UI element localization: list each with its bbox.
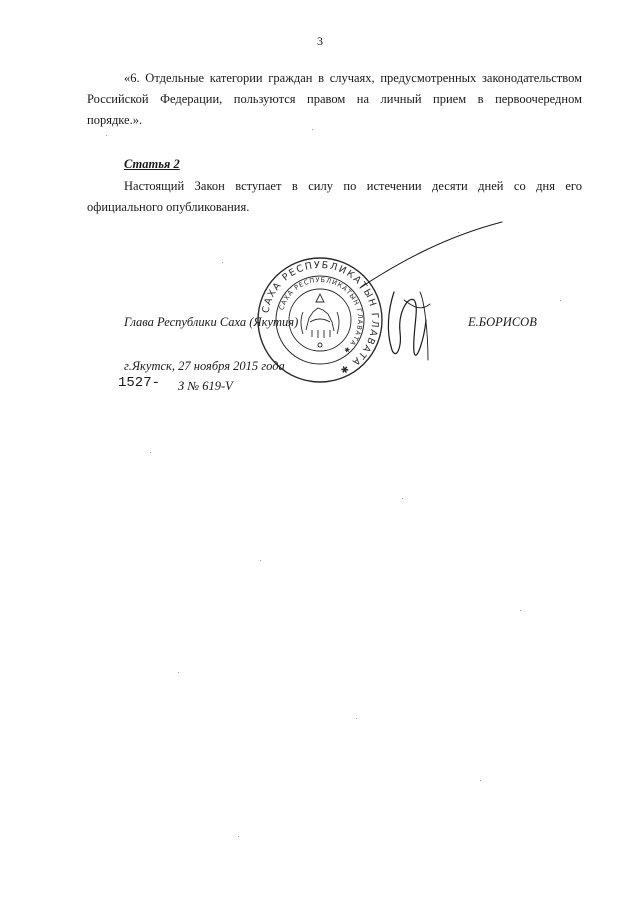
scan-speck: [150, 452, 151, 453]
scan-speck: [480, 780, 481, 781]
amendment-line-1: «6. Отдельные категории граждан в случаях, предусмотренных законодательством: [124, 71, 582, 85]
amendment-line-3: порядке.».: [87, 113, 143, 127]
article-heading: Статья 2: [124, 157, 180, 171]
scan-speck: [260, 560, 261, 561]
scan-speck: [238, 836, 239, 837]
registration-number: З № 619-V: [178, 379, 233, 393]
scan-speck: [356, 718, 357, 719]
svg-text:САХА РЕСПУБЛИКАТЫН ГЛАВАТА ✱: САХА РЕСПУБЛИКАТЫН ГЛАВАТА ✱: [260, 259, 381, 377]
scan-speck: [222, 262, 223, 263]
registration-prefix: 1527-: [118, 375, 161, 391]
scan-speck: [458, 232, 459, 233]
scan-speck: [312, 129, 313, 130]
article-line-1: Настоящий Закон вступает в силу по истечении десяти дней со дня его: [124, 179, 582, 193]
place-date: г.Якутск, 27 ноября 2015 года: [124, 359, 285, 373]
handwritten-signature: [360, 222, 502, 360]
signatory-position: Глава Республики Саха (Якутия): [124, 315, 299, 329]
scan-speck: [178, 672, 179, 673]
scan-speck: [520, 610, 521, 611]
scan-speck: [560, 300, 561, 301]
amendment-line-2: Российской Федерации, пользуются правом на личный прием в первоочередном: [87, 92, 582, 106]
signatory-name: Е.БОРИСОВ: [468, 315, 537, 329]
article-line-2: официального опубликования.: [87, 200, 250, 214]
svg-text:САХА РЕСПУБЛИКАТЫН ГЛАВАТА ✱: САХА РЕСПУБЛИКАТЫН ГЛАВАТА ✱: [277, 275, 365, 356]
page-number: 3: [317, 34, 323, 48]
scan-speck: [106, 135, 107, 136]
coat-of-arms-emblem: [301, 294, 339, 347]
scan-speck: [402, 498, 403, 499]
